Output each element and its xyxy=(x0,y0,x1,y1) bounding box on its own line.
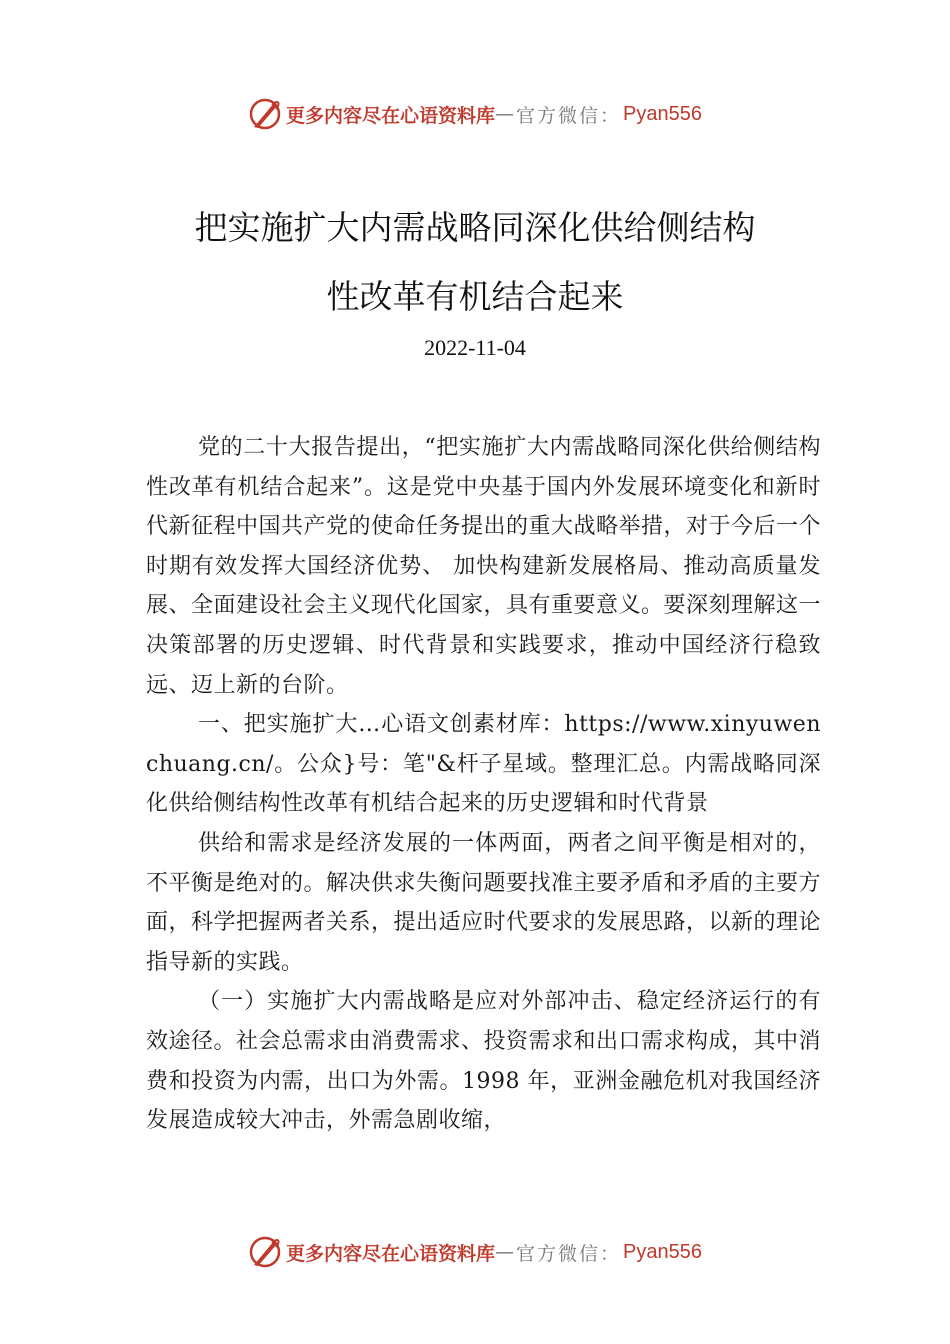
banner-handle: Pyan556 xyxy=(623,1240,702,1263)
paragraph: 供给和需求是经济发展的一体两面，两者之间平衡是相对的，不平衡是绝对的。解决供求失衡问题要找准主要矛盾和矛盾的主要方面，科学把握两者关系，提出适应时代要求的发展思路，以新的理论指导新的实践。 xyxy=(146,830,822,975)
banner-dash: — xyxy=(495,1241,517,1263)
document-title-line-2: 性改革有机结合起来 xyxy=(326,277,624,316)
banner-handle: Pyan556 xyxy=(623,102,702,125)
banner-brand-text: 更多内容尽在心语资料库 xyxy=(286,1242,496,1265)
banner-brand-text: 更多内容尽在心语资料库 xyxy=(286,104,496,127)
quill-pen-logo-icon xyxy=(248,1235,282,1269)
document-title-line-1: 把实施扩大内需战略同深化供给侧结构 xyxy=(194,208,756,247)
banner-label: 官方微信： xyxy=(516,1242,622,1265)
paragraph: 党的二十大报告提出，“把实施扩大内需战略同深化供给侧结构性改革有机结合起来”。这是党中央基于国内外发展环境变化和新时代新征程中国共产党的使命任务提出的重大战略举措，对于今后一个时期有效发挥大国经济优势、 加快构建新发展格局、推动高质量发展、全面建设社会主义现代化国家，具有重要意义。要深刻理解这一决策部署的历史逻辑、时代背景和实践要求，推动中国经济行稳致远、迈上新的台阶。 xyxy=(146,435,822,698)
footer-banner xyxy=(0,1232,950,1272)
quill-pen-logo-icon xyxy=(248,97,282,131)
paragraph: 一、把实施扩大…心语文创素材库：https://www.xinyuwenchuang.cn/。公众}号：笔"&杆子星域。整理汇总。内需战略同深化供给侧结构性改革有机结合起来的历史逻辑和时代背景 xyxy=(146,712,821,817)
document-date: 2022-11-04 xyxy=(424,335,526,360)
paragraph: （一）实施扩大内需战略是应对外部冲击、稳定经济运行的有效途径。社会总需求由消费需求、投资需求和出口需求构成，其中消费和投资为内需，出口为外需。1998 年，亚洲金融危机对我国经济发展造成较大冲击，外需急剧收缩， xyxy=(146,989,822,1134)
document-body xyxy=(146,428,821,1141)
header-banner xyxy=(0,94,950,134)
banner-dash: — xyxy=(495,103,517,125)
banner-label: 官方微信： xyxy=(516,104,622,127)
